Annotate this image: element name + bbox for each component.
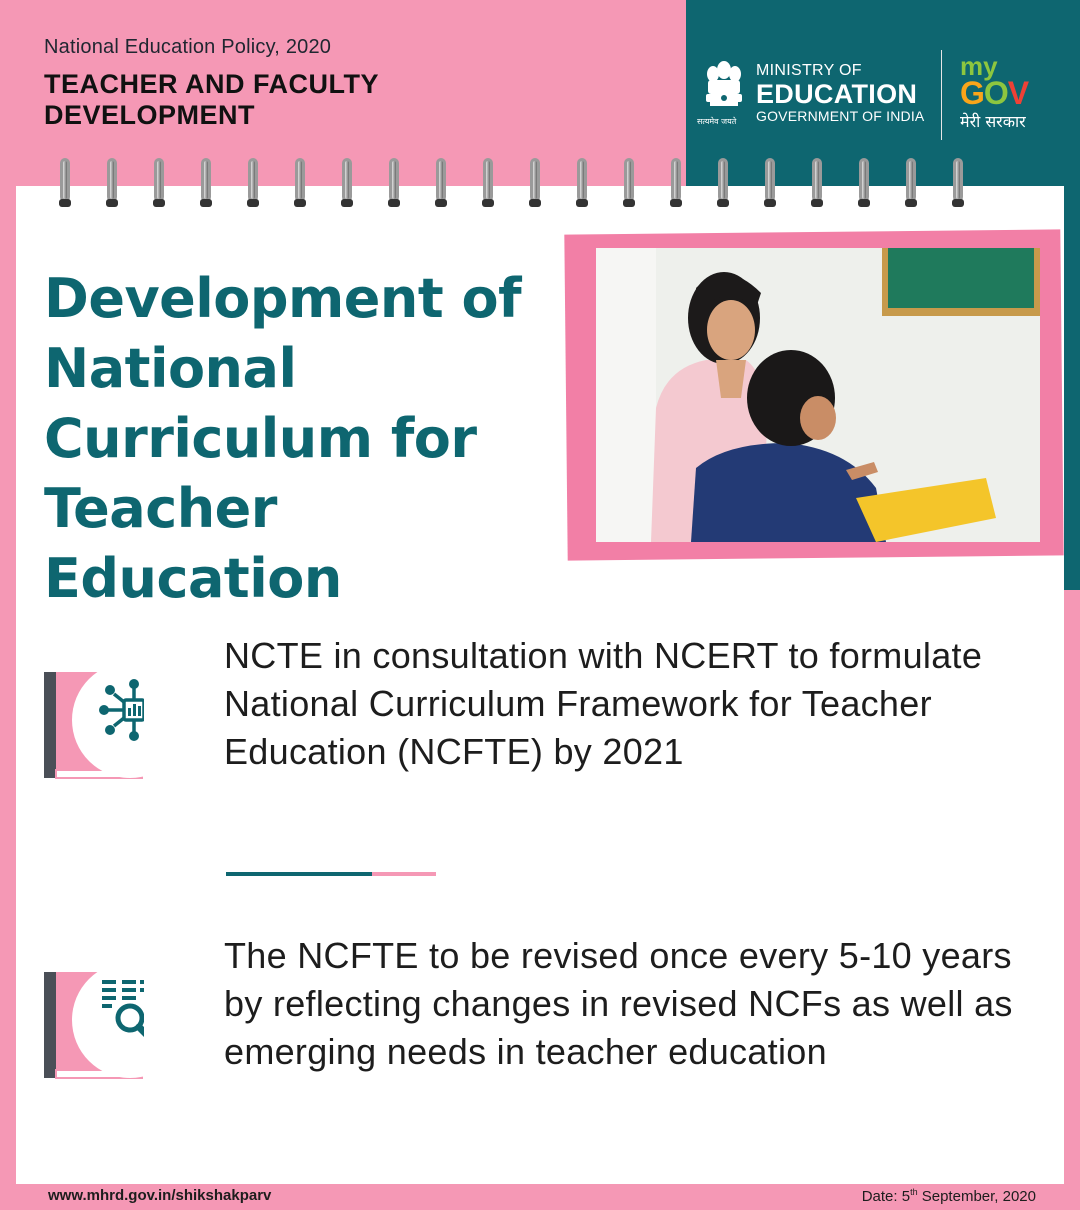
spiral-ring: [671, 158, 681, 202]
ministry-line1: MINISTRY OF: [756, 62, 862, 79]
network-book-icon: [44, 670, 144, 782]
spiral-ring: [906, 158, 916, 202]
spiral-ring: [859, 158, 869, 202]
item-1-text: NCTE in consultation with NCERT to formulate National Curriculum Framework for Teacher Education (NCFTE) by 2021: [224, 635, 983, 772]
ministry-line3: GOVERNMENT OF INDIA: [756, 108, 925, 124]
logo-divider: [941, 50, 942, 140]
mygov-tagline: मेरी सरकार: [960, 112, 1026, 131]
search-book-icon: [44, 970, 144, 1082]
emblem-motto: सत्यमेव जयते: [697, 117, 737, 126]
spiral-ring: [953, 158, 963, 202]
spiral-ring: [812, 158, 822, 202]
spiral-ring: [530, 158, 540, 202]
ministry-logo-text: [756, 62, 924, 124]
mygov-logo: [960, 51, 1060, 132]
mygov-o: O: [983, 75, 1008, 111]
spiral-ring: [342, 158, 352, 202]
spiral-ring: [483, 158, 493, 202]
spiral-ring: [765, 158, 775, 202]
spiral-ring: [436, 158, 446, 202]
item-2-text: The NCFTE to be revised once every 5-10 years by reflecting changes in revised NCFs as well as emerging needs in teacher education: [224, 935, 1013, 1072]
teacher-student-photo: [596, 248, 1040, 542]
spiral-binding: [60, 158, 1000, 206]
header-left: [44, 36, 644, 131]
spiral-ring: [60, 158, 70, 202]
spiral-ring: [577, 158, 587, 202]
date-suffix: September, 2020: [917, 1188, 1036, 1205]
spiral-ring: [201, 158, 211, 202]
section-title: TEACHER AND FACULTY DEVELOPMENT: [44, 69, 379, 130]
spiral-ring: [107, 158, 117, 202]
divider-teal: [226, 872, 372, 876]
spiral-ring: [295, 158, 305, 202]
mygov-v: V: [1007, 75, 1029, 111]
mygov-my: my: [960, 51, 998, 81]
teacher-with-student-illustration: [596, 248, 1040, 542]
spiral-ring: [718, 158, 728, 202]
date-ordinal: th: [910, 1187, 918, 1197]
spiral-ring: [154, 158, 164, 202]
divider-pink: [372, 872, 436, 876]
spiral-ring: [248, 158, 258, 202]
spiral-ring: [624, 158, 634, 202]
footer-url[interactable]: www.mhrd.gov.in/shikshakparv: [48, 1187, 272, 1204]
spiral-ring: [389, 158, 399, 202]
mygov-gov: [960, 75, 1060, 111]
ministry-line2: EDUCATION: [756, 79, 918, 109]
footer-date: [862, 1187, 1036, 1205]
policy-label: National Education Policy, 2020: [44, 36, 332, 58]
main-title: Development of National Curriculum for Teacher Education: [44, 267, 522, 610]
mygov-g: G: [960, 75, 984, 111]
date-prefix: Date: 5: [861, 1188, 911, 1205]
